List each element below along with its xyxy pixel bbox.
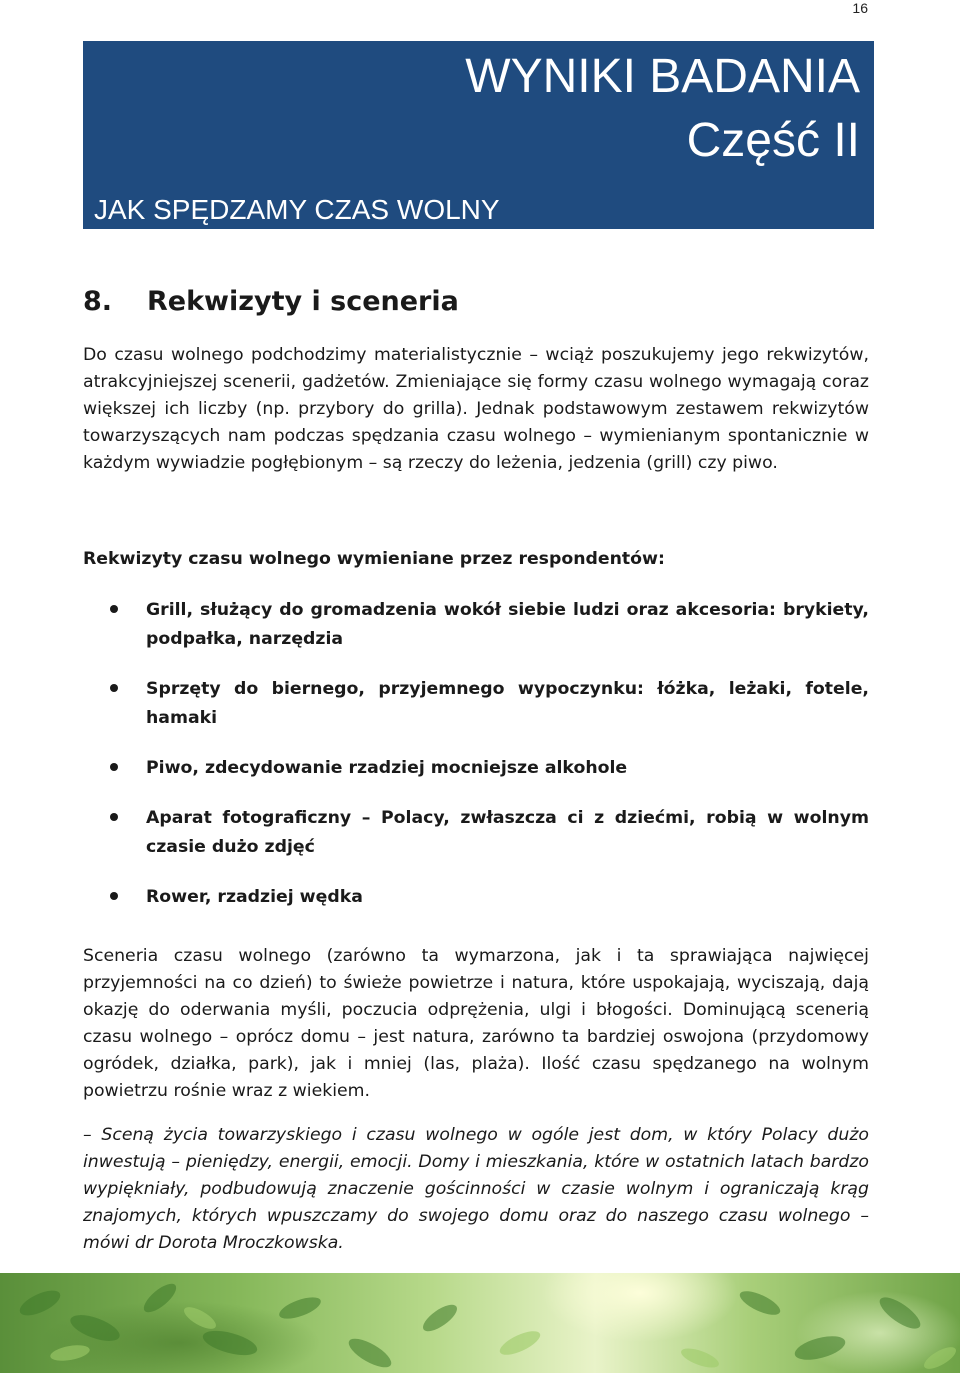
- scenery-paragraph: Sceneria czasu wolnego (zarówno ta wymarzona, jak i ta sprawiająca najwięcej przyjemności na co dzień) to świeże powietrze i natura, które uspokajają, wyciszają, dają okazję do oderwania myśli, poczucia odprężenia, ulgi i błogości. Dominującą scenerią czasu wolnego – oprócz domu – jest natura, zarówno ta bardziej oswojona (przydomowy ogródek, działka, park), jak i mniej (las, plaża). Ilość czasu spędzanego na wolnym powietrzu rośnie wraz z wiekiem.: [83, 946, 869, 1101]
- quote-paragraph: – Sceną życia towarzyskiego i czasu wolnego w ogóle jest dom, w który Polacy dużo inwestują – pieniędzy, energii, emocji. Domy i mieszkania, które w ostatnich latach bardzo wypiękniały, podbudowują znaczenie gościnności w czasie wolnym i ograniczają krąg znajomych, których wpuszczamy do swojego domu oraz do naszego czasu wolnego – mówi dr Dorota Mroczkowska.: [83, 1125, 869, 1253]
- intro-paragraph: Do czasu wolnego podchodzimy materialistycznie – wciąż poszukujemy jego rekwizytów, atrakcyjniejszej scenerii, gadżetów. Zmieniające się formy czasu wolnego wymagają coraz większej ich liczby (np. przybory do grilla). Jednak podstawowym zestawem rekwizytów towarzyszących nam podczas spędzania czasu wolnego – wymienianym spontanicznie w każdym wywiadzie pogłębionym – są rzeczy do leżenia, jedzenia (grill) czy piwo.: [83, 345, 869, 473]
- bullet-icon: [110, 813, 118, 821]
- section-number: 8.: [83, 286, 113, 317]
- section-heading: [83, 284, 459, 320]
- list-item: [83, 675, 869, 733]
- list-heading: Rekwizyty czasu wolnego wymieniane przez respondentów:: [83, 549, 665, 569]
- leaves-icon: [0, 1273, 960, 1373]
- list-item-text: Grill, służący do gromadzenia wokół siebie ludzi oraz akcesoria: brykiety, podpałka, narzędzia: [146, 600, 869, 649]
- list-item-text: Sprzęty do biernego, przyjemnego wypoczynku: łóżka, leżaki, fotele, hamaki: [146, 679, 869, 728]
- list-item-text: Rower, rzadziej wędka: [146, 887, 363, 907]
- list-item: [83, 804, 869, 862]
- list-item-text: Aparat fotograficzny – Polacy, zwłaszcza ci z dziećmi, robią w wolnym czasie dużo zdjęć: [146, 808, 869, 857]
- props-list: [83, 596, 869, 933]
- chapter-banner: [83, 41, 874, 229]
- footer-foliage-image: [0, 1273, 960, 1373]
- list-item: [83, 754, 869, 783]
- page-number: 16: [852, 0, 868, 16]
- list-item: [83, 883, 869, 912]
- list-item: [83, 596, 869, 654]
- banner-part: Część II: [686, 114, 860, 167]
- bullet-icon: [110, 684, 118, 692]
- bullet-icon: [110, 763, 118, 771]
- banner-title: WYNIKI BADANIA: [465, 50, 860, 103]
- section-title: Rekwizyty i sceneria: [147, 286, 459, 317]
- banner-subtitle: JAK SPĘDZAMY CZAS WOLNY: [94, 194, 500, 225]
- bullet-icon: [110, 892, 118, 900]
- list-item-text: Piwo, zdecydowanie rzadziej mocniejsze alkohole: [146, 758, 628, 778]
- bullet-icon: [110, 605, 118, 613]
